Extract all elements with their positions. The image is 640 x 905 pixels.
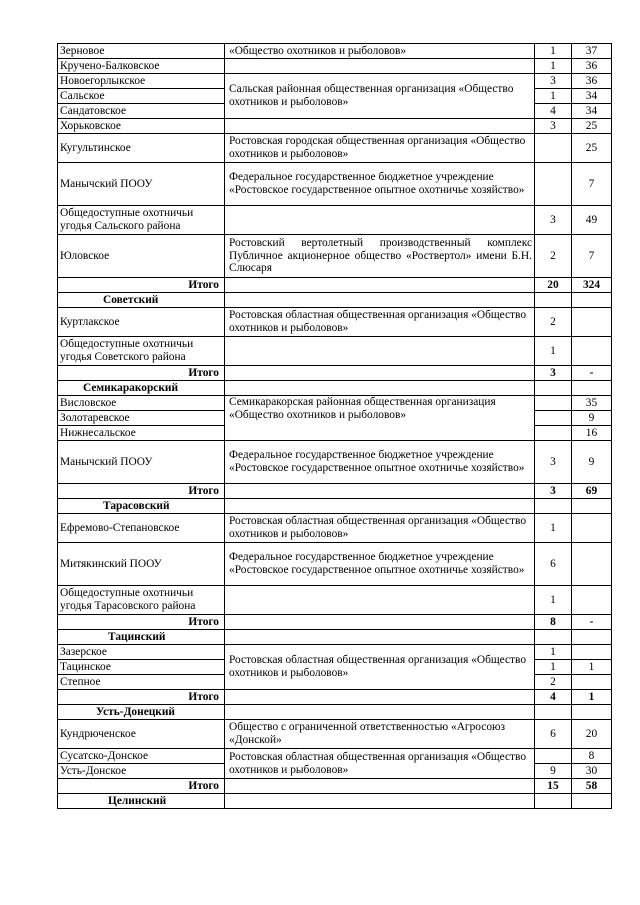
value-cell: [572, 675, 612, 690]
district-title: Тацинский: [58, 630, 225, 645]
total-value: 324: [572, 278, 612, 293]
empty-cell: [535, 293, 572, 308]
value-cell: 20: [572, 720, 612, 749]
table-row: [58, 396, 612, 411]
district-row: [58, 293, 612, 308]
total-value: 58: [572, 779, 612, 794]
organization: [225, 206, 535, 235]
organization: [225, 59, 535, 74]
table-row: [58, 308, 612, 337]
total-label: Итого: [58, 278, 225, 293]
table-row: [58, 749, 612, 764]
count-cell: 3: [535, 441, 572, 484]
table-row: [58, 163, 612, 206]
count-cell: 2: [535, 308, 572, 337]
empty-cell: [225, 705, 535, 720]
empty-cell: [535, 705, 572, 720]
total-count: 3: [535, 366, 572, 381]
ground-name: Зазерское: [58, 645, 225, 660]
count-cell: 3: [535, 119, 572, 134]
district-title: Семикаракорский: [58, 381, 225, 396]
ground-name: Куртлакское: [58, 308, 225, 337]
count-cell: 1: [535, 59, 572, 74]
table-row: [58, 543, 612, 586]
ground-name: Манычский ПООУ: [58, 441, 225, 484]
ground-name: Нижнесальское: [58, 426, 225, 441]
organization: [225, 337, 535, 366]
empty-cell: [225, 794, 535, 809]
total-value: 69: [572, 484, 612, 499]
total-count: 4: [535, 690, 572, 705]
table-row: [58, 337, 612, 366]
value-cell: [572, 586, 612, 615]
table-row: [58, 720, 612, 749]
district-row: [58, 381, 612, 396]
organization: Ростовская городская общественная организация «Общество охотников и рыболовов»: [225, 134, 535, 163]
value-cell: [572, 337, 612, 366]
district-title: Советский: [58, 293, 225, 308]
empty-cell: [225, 690, 535, 705]
ground-name: Хорьковское: [58, 119, 225, 134]
district-row: [58, 499, 612, 514]
empty-cell: [225, 293, 535, 308]
ground-name: Кручено-Балковское: [58, 59, 225, 74]
empty-cell: [535, 381, 572, 396]
table-row: [58, 441, 612, 484]
ground-name: Общедоступные охотничьи угодья Сальского района: [58, 206, 225, 235]
value-cell: [572, 514, 612, 543]
table-row: [58, 586, 612, 615]
organization: Ростовская областная общественная организация «Общество охотников и рыболовов»: [225, 749, 535, 779]
table-row: [58, 235, 612, 278]
value-cell: [572, 543, 612, 586]
table-row: [58, 134, 612, 163]
total-value: 1: [572, 690, 612, 705]
empty-cell: [572, 705, 612, 720]
value-cell: 34: [572, 89, 612, 104]
organization: Сальская районная общественная организация «Общество охотников и рыболовов»: [225, 74, 535, 119]
empty-cell: [535, 499, 572, 514]
count-cell: 4: [535, 104, 572, 119]
total-label: Итого: [58, 484, 225, 499]
organization: Общество с ограниченной ответственностью «Агросоюз «Донской»: [225, 720, 535, 749]
empty-cell: [225, 381, 535, 396]
count-cell: [535, 426, 572, 441]
empty-cell: [225, 630, 535, 645]
value-cell: 9: [572, 411, 612, 426]
district-row: [58, 705, 612, 720]
empty-cell: [225, 499, 535, 514]
ground-name: Степное: [58, 675, 225, 690]
value-cell: 37: [572, 44, 612, 59]
ground-name: Юловское: [58, 235, 225, 278]
empty-cell: [225, 615, 535, 630]
empty-cell: [225, 779, 535, 794]
table-row: [58, 645, 612, 660]
value-cell: 49: [572, 206, 612, 235]
total-count: 8: [535, 615, 572, 630]
value-cell: 25: [572, 119, 612, 134]
count-cell: 3: [535, 74, 572, 89]
total-row: [58, 484, 612, 499]
total-row: [58, 779, 612, 794]
value-cell: 9: [572, 441, 612, 484]
ground-name: Ефремово-Степановское: [58, 514, 225, 543]
value-cell: 36: [572, 74, 612, 89]
total-row: [58, 278, 612, 293]
ground-name: Общедоступные охотничьи угодья Советского района: [58, 337, 225, 366]
empty-cell: [225, 366, 535, 381]
organization: Семикаракорская районная общественная организация «Общество охотников и рыболовов»: [225, 396, 535, 441]
organization: Федеральное государственное бюджетное учреждение «Ростовское государственное опытное охотничье хозяйство»: [225, 441, 535, 484]
organization: Ростовская областная общественная организация «Общество охотников и рыболовов»: [225, 645, 535, 690]
value-cell: 35: [572, 396, 612, 411]
total-value: -: [572, 366, 612, 381]
count-cell: 6: [535, 543, 572, 586]
total-count: 20: [535, 278, 572, 293]
value-cell: 30: [572, 764, 612, 779]
ground-name: Новоегорлыкское: [58, 74, 225, 89]
total-label: Итого: [58, 690, 225, 705]
ground-name: Кугультинское: [58, 134, 225, 163]
organization: [225, 586, 535, 615]
ground-name: Митякинский ПООУ: [58, 543, 225, 586]
empty-cell: [535, 794, 572, 809]
value-cell: 1: [572, 660, 612, 675]
count-cell: 3: [535, 206, 572, 235]
total-count: 3: [535, 484, 572, 499]
table-row: [58, 74, 612, 89]
organization: Ростовский вертолетный производственный комплекс Публичное акционерное общество «Роствертол» имени Б.Н. Слюсаря: [225, 235, 535, 278]
ground-name: Золотаревское: [58, 411, 225, 426]
district-row: [58, 630, 612, 645]
organization: «Общество охотников и рыболовов»: [225, 44, 535, 59]
count-cell: [535, 749, 572, 764]
hunting-grounds-table: [57, 43, 612, 809]
count-cell: [535, 411, 572, 426]
organization: [225, 119, 535, 134]
organization: Федеральное государственное бюджетное учреждение «Ростовское государственное опытное охотничье хозяйство»: [225, 543, 535, 586]
district-title: Усть-Донецкий: [58, 705, 225, 720]
value-cell: 7: [572, 163, 612, 206]
total-label: Итого: [58, 366, 225, 381]
district-row: [58, 794, 612, 809]
total-value: -: [572, 615, 612, 630]
total-row: [58, 690, 612, 705]
value-cell: 7: [572, 235, 612, 278]
value-cell: 34: [572, 104, 612, 119]
ground-name: Тацинское: [58, 660, 225, 675]
value-cell: 16: [572, 426, 612, 441]
organization: Ростовская областная общественная организация «Общество охотников и рыболовов»: [225, 514, 535, 543]
count-cell: [535, 396, 572, 411]
empty-cell: [225, 484, 535, 499]
count-cell: [535, 163, 572, 206]
table-row: [58, 514, 612, 543]
total-row: [58, 366, 612, 381]
table-row: [58, 119, 612, 134]
count-cell: 6: [535, 720, 572, 749]
organization: Ростовская областная общественная организация «Общество охотников и рыболовов»: [225, 308, 535, 337]
ground-name: Кундрюченское: [58, 720, 225, 749]
organization: Федеральное государственное бюджетное учреждение «Ростовское государственное опытное охотничье хозяйство»: [225, 163, 535, 206]
count-cell: 1: [535, 89, 572, 104]
ground-name: Сандатовское: [58, 104, 225, 119]
ground-name: Зерновое: [58, 44, 225, 59]
count-cell: 1: [535, 514, 572, 543]
table-row: [58, 206, 612, 235]
total-count: 15: [535, 779, 572, 794]
district-title: Целинский: [58, 794, 225, 809]
total-label: Итого: [58, 779, 225, 794]
count-cell: [535, 134, 572, 163]
value-cell: 36: [572, 59, 612, 74]
table-row: [58, 44, 612, 59]
empty-cell: [572, 630, 612, 645]
empty-cell: [572, 794, 612, 809]
count-cell: 9: [535, 764, 572, 779]
empty-cell: [535, 630, 572, 645]
count-cell: 1: [535, 337, 572, 366]
count-cell: 1: [535, 586, 572, 615]
ground-name: Сальское: [58, 89, 225, 104]
district-title: Тарасовский: [58, 499, 225, 514]
empty-cell: [572, 293, 612, 308]
ground-name: Сусатско-Донское: [58, 749, 225, 764]
ground-name: Манычский ПООУ: [58, 163, 225, 206]
value-cell: 25: [572, 134, 612, 163]
table-row: [58, 59, 612, 74]
count-cell: 2: [535, 675, 572, 690]
ground-name: Общедоступные охотничьи угодья Тарасовского района: [58, 586, 225, 615]
empty-cell: [225, 278, 535, 293]
ground-name: Усть-Донское: [58, 764, 225, 779]
empty-cell: [572, 381, 612, 396]
total-row: [58, 615, 612, 630]
value-cell: [572, 645, 612, 660]
ground-name: Висловское: [58, 396, 225, 411]
total-label: Итого: [58, 615, 225, 630]
count-cell: 1: [535, 660, 572, 675]
empty-cell: [572, 499, 612, 514]
count-cell: 1: [535, 44, 572, 59]
value-cell: [572, 308, 612, 337]
value-cell: 8: [572, 749, 612, 764]
count-cell: 2: [535, 235, 572, 278]
count-cell: 1: [535, 645, 572, 660]
